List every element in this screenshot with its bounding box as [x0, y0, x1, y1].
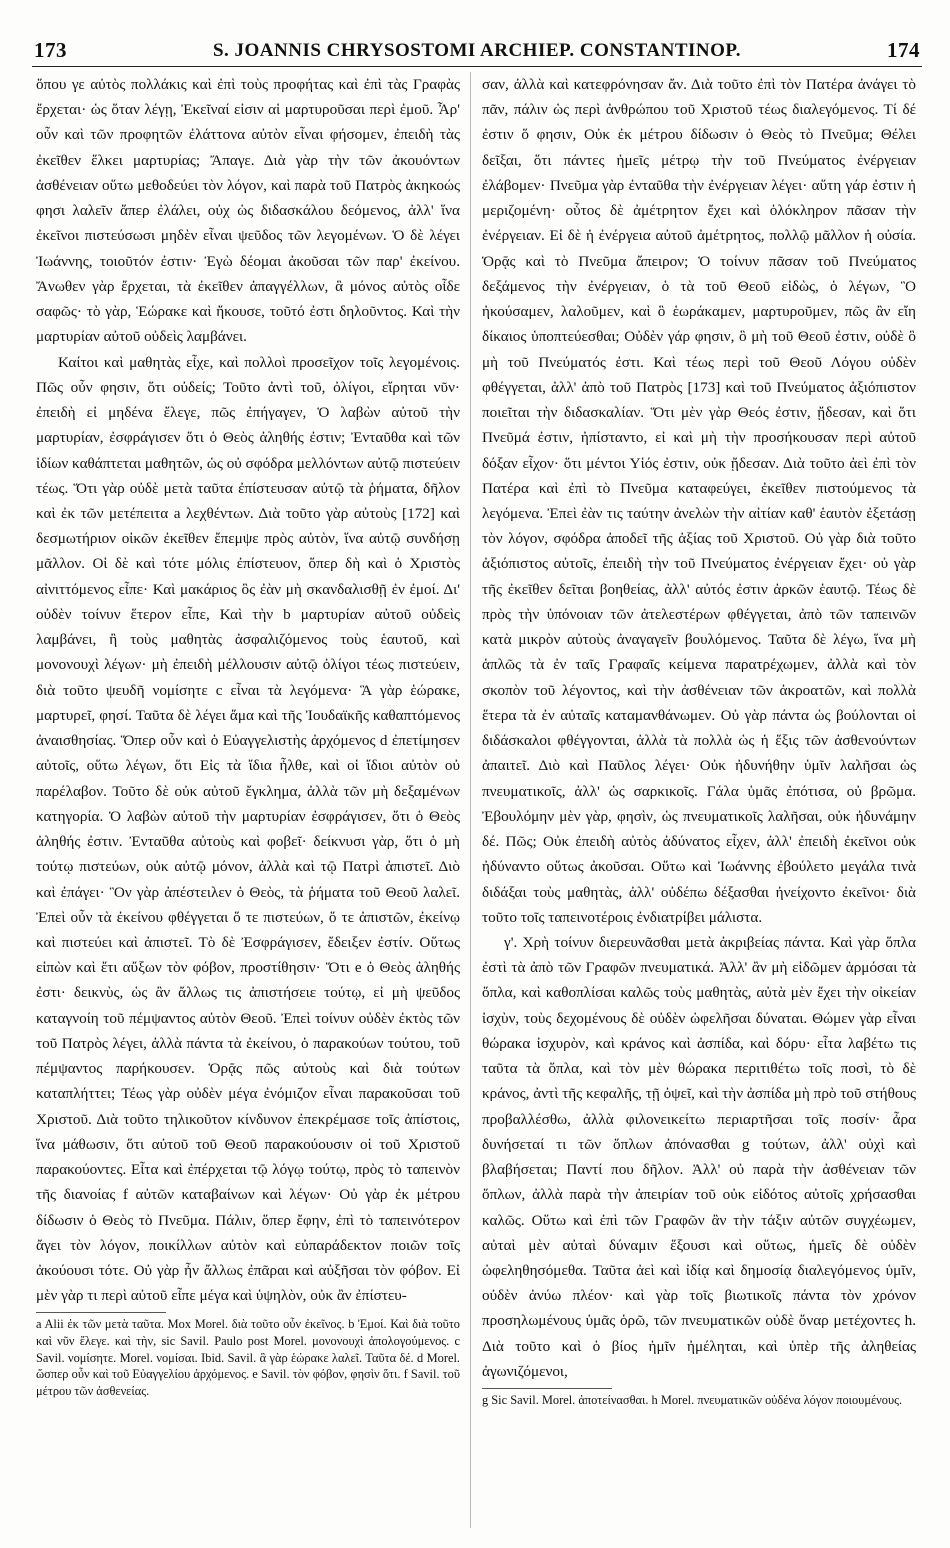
- right-paragraph-2: γ'. Χρὴ τοίνυν διερευνᾶσθαι μετὰ ἀκριβείας πάντα. Καὶ γὰρ ὅπλα ἐστὶ τὰ ἀπὸ τῶν Γραφῶν πνευματικά. Ἀλλ' ἂν μὴ εἰδῶμεν ἁρμόσαι τὰ ὅπλα, καὶ καθοπλίσαι καλῶς τοὺς μαθητὰς, αὐτὰ μὲν ἔχει τὴν οἰκείαν ἰσχὺν, τοὺς δεχομένους δὲ οὐδὲν ὠφελῆσαι δύναται. Θώμεν γὰρ εἶναι θώρακα ἰσχυρὸν, καὶ κράνος καὶ ἀσπίδα, καὶ δόρυ· εἶτα λαβέτω τις ταῦτα τὰ ὅπλα, καὶ τὸν μὲν θώρακα περιτιθέτω τοῖς ποσὶ, τὸ δὲ κράνος, ἀντὶ τῆς κεφαλῆς, τῇ ὀψεῖ, καὶ τὴν ἀσπίδα μὴ πρὸ τοῦ στήθους προβαλλέσθω, ἀλλὰ φιλονεικείτω περιαρτῆσαι τοῖς ποσίν· ἆρα δυνήσεταί τι τῶν ὅπλων ἀπόνασθαι g τούτων, ἀλλ' οὐχὶ καὶ βλαβήσεται; Παντί που δῆλον. Ἀλλ' οὐ παρὰ τὴν ἀσθένειαν τῶν ὅπλων, ἀλλὰ παρὰ τὴν ἀπειρίαν τοῦ οὐκ εἰδότος αὐτοῖς χρήσασθαι καλῶς. Οὕτω καὶ ἐπὶ τῶν Γραφῶν ἂν τὴν τάξιν αὐτῶν συγχέωμεν, αὐταὶ μὲν αὐταὶ δύναμιν ἕξουσι καὶ οὕτως, ἡμεῖς δὲ οὐδὲν ὠφεληθησόμεθα. Ταῦτα ἀεὶ καὶ ἰδίᾳ καὶ δημοσίᾳ διαλεγόμενος ὑμῖν, οὐδὲν ἀνύω πλέον· καὶ γὰρ τοῖς βιωτικοῖς πάντα τὸν χρόνον προσηλωμένους ὑμᾶς ὁρῶ, τῶν πνευματικῶν οὐδὲ ὄναρ μετέχοντες h. Διὰ τοῦτο καὶ ὁ βίος ἡμῖν ἠμέληται, καὶ ὑπὲρ τῆς ἀληθείας ἀγωνιζόμενοι,: [482, 933, 916, 1380]
- footnote-rule: [482, 1388, 612, 1389]
- page-number-right: 174: [887, 38, 920, 62]
- footnote-rule: [36, 1312, 166, 1313]
- left-footnotes: a Alii ἐκ τῶν μετὰ ταῦτα. Mox Morel. διὰ τοῦτο οὖν ἐκεῖνος. b Ἐμοί. Καὶ διὰ τοῦτο καὶ νῦν ἔλεγε. καὶ τὴν, sic Savil. Paulo post Morel. μονονουχὶ ἀπολογούμενος. c Savil. νομίσητε. Morel. νομίσαι. Ibid. Savil. ἃ γὰρ ἑώρακε λαλεῖ. Ταῦτα δέ. d Morel. ὥσπερ οὖν καὶ τοῦ Εὐαγγελίου ἀρχόμενος. e Savil. τὸν φόβον, φησὶν ὅτι. f Savil. τοῦ μέτρου τῶν ἀσθενείας.: [36, 1317, 460, 1398]
- right-footnotes: g Sic Savil. Morel. ἀποτείνασθαι. h Morel. πνευματικῶν οὐδένα λόγον ποιουμένους.: [482, 1393, 903, 1408]
- page-header: [34, 38, 920, 64]
- running-title: S. JOANNIS CHRYSOSTOMI ARCHIEP. CONSTANTINOP.: [212, 40, 742, 61]
- left-paragraph-1: ὅπου γε αὐτὸς πολλάκις καὶ ἐπὶ τοὺς προφήτας καὶ ἐπὶ τὰς Γραφὰς ἔρχεται· ὡς ὅταν λέγῃ, Ἐκεῖναί εἰσιν αἱ μαρτυροῦσαι περὶ ἐμοῦ. Ἆρ' οὖν καὶ τῶν προφητῶν ἐλάττονα αὐτὸν εἶναι φήσομεν, ἐπειδὴ τὰς ἐκεῖθεν ἕλκει μαρτυρίας; Ἄπαγε. Διὰ γὰρ τὴν τῶν ἀκουόντων ἀσθένειαν οὕτω μεθοδεύει τὸν λόγον, καὶ παρὰ τοῦ Πατρὸς ἀκηκοώς φησι λαλεῖν ἅπερ ἐλάλει, οὐχ ὡς διδασκάλου δεόμενος, ἀλλ' ἵνα ἐκεῖνοι πιστεύσωσι μηδὲν εἶναι ψεῦδος τῶν λεγομένων. Ὁ δὲ λέγει Ἰωάννης, τοιοῦτόν ἐστιν· Ἐγὼ δέομαι ἀκοῦσαι τῶν παρ' ἐκείνου. Ἄνωθεν γὰρ ἔρχεται, τὰ ἐκεῖθεν ἀπαγγέλλων, ἃ μόνος αὐτὸς οἶδε σαφῶς· τὸ γὰρ, Ἑώρακε καὶ ἤκουσε, τοῦτό ἐστι δηλοῦντος. Καὶ τὴν μαρτυρίαν αὐτοῦ οὐδεὶς λαμβάνει.: [36, 76, 460, 346]
- right-paragraph-1: σαν, ἀλλὰ καὶ κατεφρόνησαν ἄν. Διὰ τοῦτο ἐπὶ τὸν Πατέρα ἀνάγει τὸ πᾶν, πάλιν ὡς περὶ ἀνθρώπου τοῦ Χριστοῦ τέως διαλεγόμενος. Τί δέ ἐστιν ὅ φησιν, Οὐκ ἐκ μέτρου δίδωσιν ὁ Θεὸς τὸ Πνεῦμα; Θέλει δεῖξαι, ὅτι πάντες ἡμεῖς μέτρῳ τὴν τοῦ Πνεύματος ἐνέργειαν ἐλάβομεν· Πνεῦμα γὰρ ἐνταῦθα τὴν ἐνέργειαν λέγει· αὕτη γάρ ἐστιν ἡ μεριζομένη· οὗτος δὲ ἀμέτρητον ἔχει καὶ ὁλόκληρον πᾶσαν τὴν ἐνέργειαν. Εἰ δὲ ἡ ἐνέργεια αὐτοῦ ἀμέτρητος, πολλῷ μᾶλλον ἡ οὐσία. Ὁρᾷς καὶ τὸ Πνεῦμα ἄπειρον; Ὁ τοίνυν πᾶσαν τοῦ Πνεύματος δεξάμενος τὴν ἐνέργειαν, ὁ τὰ τοῦ Θεοῦ εἰδὼς, ὁ λέγων, Ὃ ἠκούσαμεν, λαλοῦμεν, καὶ ὃ ἑωράκαμεν, μαρτυροῦμεν, πῶς ἂν εἴη δίκαιος ὑποπτεύεσθαι; Οὐδὲν γάρ φησιν, ὃ μὴ τοῦ Θεοῦ ἐστιν, οὐδὲ ὃ μὴ τοῦ Πνεύματός ἐστι. Καὶ τέως περὶ τοῦ Θεοῦ Λόγου οὐδὲν φθέγγεται, ἀλλ' ἀπὸ τοῦ Πατρὸς [173] καὶ τοῦ Πνεύματος ἀξιόπιστον ποιεῖται τὴν διδασκαλίαν. Ὅτι μὲν γὰρ Θεός ἐστιν, ᾔδεσαν, καὶ ὅτι Πνεῦμά ἐστιν, ἠπίσταντο, εἰ καὶ μὴ τὴν προσήκουσαν περὶ αὐτοῦ δόξαν εἶχον· ὅτι μέντοι Υἱός ἐστιν, οὐκ ᾔδεσαν. Διὰ τοῦτο ἀεὶ ἐπὶ τὸν Πατέρα καὶ ἐπὶ τὸ Πνεῦμα καταφεύγει, ἐκεῖθεν πιστούμενος τὰ λεγόμενα. Ἐπεὶ ἐὰν τις ταύτην ἀνελὼν τὴν αἰτίαν καθ' ἑαυτὸν ἐξετάσῃ τὸν λόγον, σφόδρα ἀποδεῖ τῆς ἀξίας τοῦ Χριστοῦ. Οὐ γὰρ διὰ τοῦτο ἀξιόπιστος αὐτοῖς, ἐπειδὴ τὴν τοῦ Πνεύματος ἐνέργειαν ἔχει· οὐ γὰρ τῆς ἐκεῖθεν δεῖται βοηθείας, ἀλλ' αὐτός ἐστιν ἀρκῶν ἑαυτῷ. Τέως δὲ πρὸς τὴν ὑπόνοιαν τῶν ἀτελεστέρων φθέγγεται, ἀπὸ τῶν ταπεινῶν κατὰ μικρὸν αὐτοὺς ἀναγαγεῖν βουλόμενος. Ταῦτα δὲ λέγω, ἵνα μὴ ἁπλῶς τὰ ἐν ταῖς Γραφαῖς κείμενα παρατρέχωμεν, ἀλλὰ καὶ τὸν σκοπὸν τοῦ λέγοντος, καὶ τὴν ἀσθένειαν τῶν ἀκροατῶν, καὶ πολλὰ ἕτερα τὰ ἐν αὐταῖς καταμανθάνωμεν. Οὐ γὰρ πάντα ὡς βούλονται οἱ διδάσκαλοι φθέγγονται, ἀλλὰ τὰ πολλὰ ὡς ἡ ἕξις τῶν ἀσθενούντων ἀπαιτεῖ. Διὸ καὶ Παῦλος λέγει· Οὐκ ἠδυνήθην ὑμῖν λαλῆσαι ὡς πνευματικοῖς, ἀλλ' ὡς σαρκικοῖς. Γάλα ὑμᾶς ἐπότισα, οὐ βρῶμα. Ἐβουλόμην μὲν γὰρ, φησὶν, ὡς πνευματικοῖς λαλῆσαι, οὐκ ἠδυνάμην δέ. Πῶς; Οὐκ ἐπειδὴ αὐτὸς ἀδύνατος εἶχεν, ἀλλ' ἐπειδὴ ἐκεῖνοι οὐκ ἠδύναντο οὕτως ἀκοῦσαι. Οὕτω καὶ Ἰωάννης ἐβούλετο μεγάλα τινὰ διδάξαι τοὺς μαθητὰς, ἀλλ' οὐδέπω δέξασθαι ἠνείχοντο ἐκεῖνοι· διὰ τοῦτο τοῖς ταπεινοτέροις ἐνδιατρίβει μάλιστα.: [482, 76, 916, 926]
- column-separator: [470, 72, 471, 1528]
- left-column: [36, 72, 460, 1528]
- left-paragraph-2: Καίτοι καὶ μαθητὰς εἶχε, καὶ πολλοὶ προσεῖχον τοῖς λεγομένοις. Πῶς οὖν φησιν, ὅτι οὐδείς; Τοῦτο ἀντὶ τοῦ, ὀλίγοι, εἴρηται νῦν· ἐπειδὴ εἰ μηδένα ἔλεγε, πῶς ἐπήγαγεν, Ὁ λαβὼν αὐτοῦ τὴν μαρτυρίαν, ἐσφράγισεν ὅτι ὁ Θεὸς ἀληθής ἐστιν; Ἐνταῦθα καὶ τῶν ἰδίων καθάπτεται μαθητῶν, ὡς οὐ σφόδρα μελλόντων αὐτῷ πιστεύειν τέως. Ὅτι γὰρ οὐδὲ μετὰ ταῦτα ἐπίστευσαν αὐτῷ τὰ ῥήματα, δῆλον καὶ ἐκ τῶν μετέπειτα a λεχθέντων. Διὰ τοῦτο γὰρ αὐτοὺς [172] καὶ δεσμωτήριον οἰκῶν ἐκεῖθεν ἔπεμψε πρὸς αὐτὸν, ἵνα αὐτῷ συνδήσῃ μᾶλλον. Οἱ δὲ καὶ τότε μόλις ἐπίστευον, ὅπερ δὴ καὶ ὁ Χριστὸς αἰνιττόμενος εἶπε· Καὶ μακάριος ὃς ἐὰν μὴ σκανδαλισθῇ ἐν ἐμοί. Δι' οὐδὲν τοίνυν ἕτερον εἶπε, Καὶ τὴν b μαρτυρίαν αὐτοῦ οὐδεὶς λαμβάνει, ἢ τοὺς μαθητὰς ἀσφαλιζόμενος τοὺς ἑαυτοῦ, καὶ μονονουχὶ λέγων· μὴ ἐπειδὴ μέλλουσιν αὐτῷ ὀλίγοι τέως πιστεύειν, διὰ τοῦτο ψευδῆ νομίσητε c εἶναι τὰ λεγόμενα· Ἃ γὰρ ἑώρακε, μαρτυρεῖ, φησί. Ταῦτα δὲ λέγει ἅμα καὶ τῆς Ἰουδαϊκῆς καθαπτόμενος ἀναισθησίας. Ὅπερ οὖν καὶ ὁ Εὐαγγελιστὴς ἀρχόμενος d ἐπετίμησεν αὐτοῖς, οὕτω λέγων, ὅτι Εἰς τὰ ἴδια ἦλθε, καὶ οἱ ἴδιοι αὐτὸν οὐ παρέλαβον. Τοῦτο δὲ οὐκ αὐτοῦ ἔγκλημα, ἀλλὰ τῶν μὴ δεξαμένων κατηγορία. Ὁ λαβὼν αὐτοῦ τὴν μαρτυρίαν ἐσφράγισεν, ὅτι ὁ Θεὸς ἀληθής ἐστιν. Ἐνταῦθα αὐτοὺς καὶ φοβεῖ· δείκνυσι γὰρ, ὅτι ὁ μὴ τούτῳ πιστεύων, οὐκ αὐτῷ μόνον, ἀλλὰ καὶ τῷ Πατρὶ ἀπιστεῖ. Διὸ καὶ ἐπάγει· Ὃν γὰρ ἀπέστειλεν ὁ Θεὸς, τὰ ῥήματα τοῦ Θεοῦ λαλεῖ. Ἐπεὶ οὖν τὰ ἐκείνου φθέγγεται ὅ τε πιστεύων, ὅ τε ἀπιστῶν, ἐκείνῳ καὶ πιστεύει καὶ ἀπιστεῖ. Τὸ δὲ Ἐσφράγισεν, ἔδειξεν ἐστίν. Οὕτως εἰπὼν καὶ ἔτι αὔξων τὸν φόβον, προστίθησιν· Ὅτι e ὁ Θεὸς ἀληθής ἐστι· δεικνὺς, ὡς ἂν ἄλλως τις ἀπιστήσειε τούτῳ, εἰ μὴ ψεῦδος καταγνοίη τοῦ πέμψαντος αὐτὸν Θεοῦ. Ἐπεὶ τοίνυν οὐδὲν ἐκτὸς τῶν τοῦ Πατρὸς λέγει, ἀλλὰ πάντα τὰ ἐκείνου, ὁ παρακούων τούτου, τοῦ πέμψαντος παρήκουσεν. Ὁρᾷς πῶς αὐτοὺς καὶ διὰ τούτων καταπλήττει; Τέως γὰρ οὐδὲν μέγα ἐνόμιζον εἶναι παρακοῦσαι τοῦ Χριστοῦ. Διὰ τοῦτο τηλικοῦτον κίνδυνον ἐπεκρέμασε τοῖς ἀπίστοις, ἵνα μάθωσιν, ὅτι αὐτοῦ τοῦ Θεοῦ παρακούουσιν οἱ τοῦ Χριστοῦ παρακούοντες. Εἶτα καὶ ἐπέρχεται τῷ λόγῳ τούτῳ, πρὸς τὸ ταπεινὸν τῆς διανοίας f αὐτῶν καταβαίνων καὶ λέγων· Οὐ γὰρ ἐκ μέτρου δίδωσιν ὁ Θεὸς τὸ Πνεῦμα. Πάλιν, ὅπερ ἔφην, ἐπὶ τὸ ταπεινότερον ἄγει τὸν λόγον, ποικίλλων αὐτὸν καὶ εὐπαράδεκτον ποιῶν τοῖς ἀκούουσι τότε. Οὐ γὰρ ἦν ἄλλως ἐπᾶραι καὶ αὐξῆσαι τὸν φόβον. Εἰ μὲν γὰρ τι περὶ αὐτοῦ εἶπε μέγα καὶ ὑψηλὸν, οὐκ ἂν ἐπίστευ-: [36, 353, 460, 1305]
- right-column: [482, 72, 916, 1528]
- header-rule: [32, 66, 922, 67]
- page-number-left: 173: [34, 38, 67, 62]
